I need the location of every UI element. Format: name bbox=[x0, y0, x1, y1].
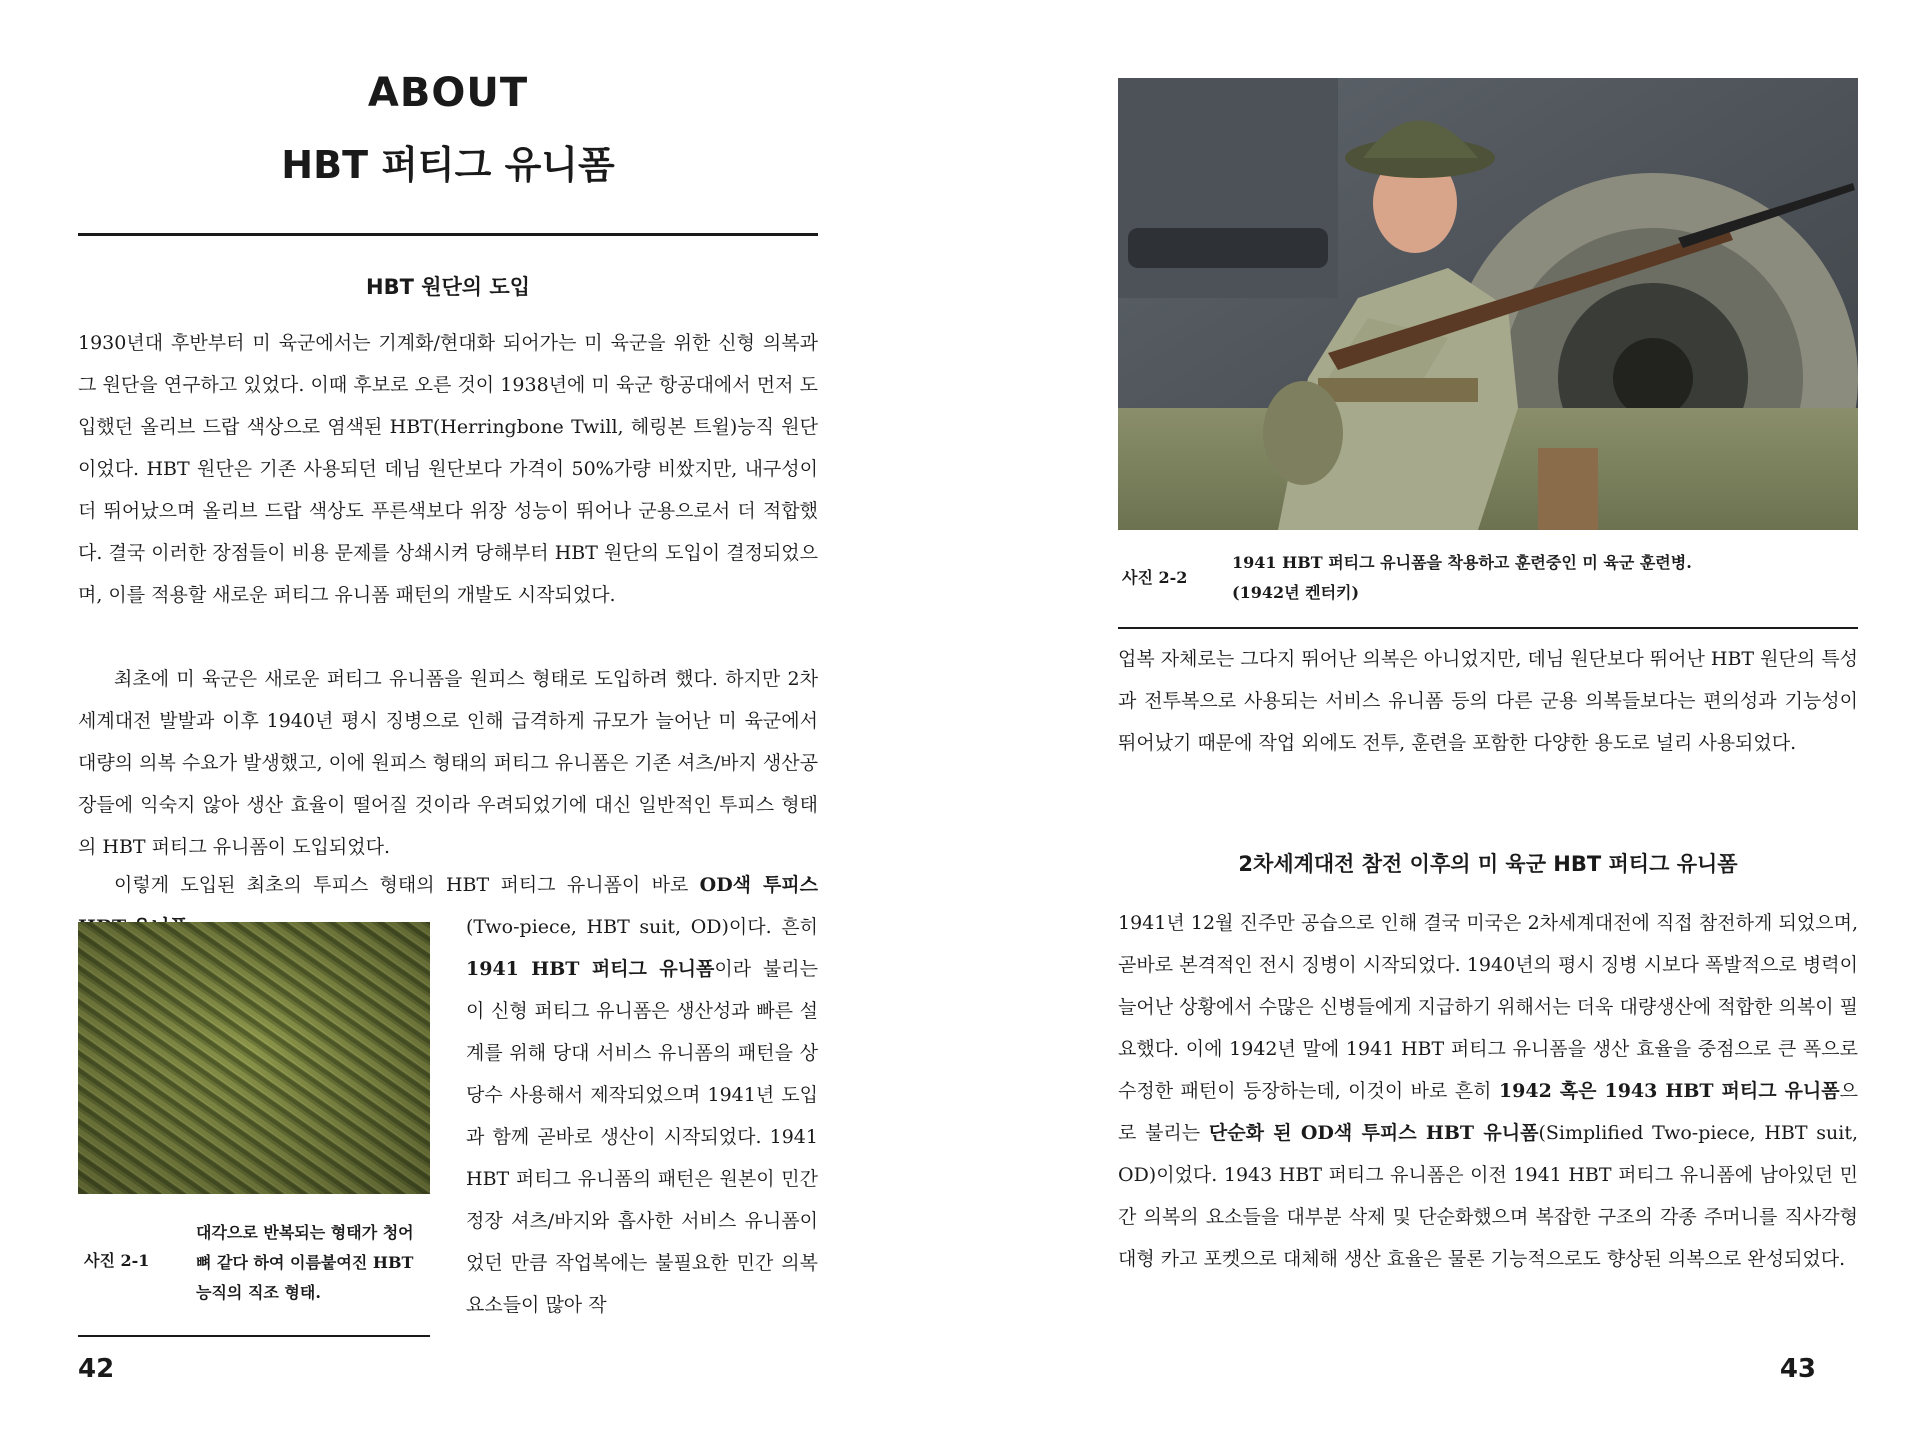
caption-text-2-1: 대각으로 반복되는 형태가 청어 뼈 같다 하여 이름붙여진 HBT 능직의 직조 형태. bbox=[196, 1223, 414, 1302]
title-divider bbox=[78, 233, 818, 236]
para5-mid: 으로 불리는 bbox=[1118, 1080, 1858, 1144]
caption-divider bbox=[78, 1335, 430, 1337]
para5-bold-term-1: 1942 혹은 1943 HBT 퍼티그 유니폼 bbox=[1498, 1080, 1840, 1102]
body-paragraph-1: 1930년대 후반부터 미 육군에서는 기계화/현대화 되어가는 미 육군을 위한 신형 의복과 그 원단을 연구하고 있었다. 이때 후보로 오른 것이 1938년에 미 육군 항공대에서 먼저 도입했던 올리브 드랍 색상으로 염색된 HBT(Herringbone Twill, 헤링본 트윌)능직 원단이었다. HBT 원단은 기존 사용되던 데님 원단보다 가격이 50%가량 비쌌지만, 내구성이 더 뛰어났으며 올리브 드랍 색상도 푸른색보다 위장 성능이 뛰어나 군용으로서 더 적합했다. 결국 이러한 장점들이 비용 문제를 상쇄시켜 당해부터 HBT 원단의 도입이 결정되었으며, 이를 적용할 새로운 퍼티그 유니폼 패턴의 개발도 시작되었다. bbox=[78, 332, 818, 606]
caption-number-2-1: 사진 2-1 bbox=[84, 1251, 150, 1270]
para3-bold-term-1: OD색 투피스 bbox=[699, 874, 819, 896]
section-heading-hbt-intro: HBT 원단의 도입 bbox=[366, 275, 530, 299]
caption-divider bbox=[1118, 627, 1858, 629]
right-page bbox=[960, 0, 1920, 1455]
para5-bold-term-2: 단순화 된 OD색 투피스 HBT 유니폼 bbox=[1208, 1122, 1539, 1144]
caption-2-2-line-1: 1941 HBT 퍼티그 유니폼을 착용하고 훈련중인 미 육군 훈련병. bbox=[1232, 553, 1692, 572]
para3-mid: (Two-piece, HBT suit, OD)이다. 흔히 bbox=[466, 916, 818, 938]
page-number-right: 43 bbox=[1779, 1354, 1816, 1384]
para3-bold-term-2: 1941 HBT 퍼티그 유니폼 bbox=[466, 958, 715, 980]
section-heading-ww2: 2차세계대전 참전 이후의 미 육군 HBT 퍼티그 유니폼 bbox=[1238, 852, 1738, 876]
para5-rest: (Simplified Two-piece, HBT suit, OD)이었다. 1943 HBT 퍼티그 유니폼은 이전 1941 HBT 퍼티그 유니폼에 남아있던 민간 의복의 요소들을 대부분 삭제 및 단순화했으며 복잡한 구조의 각종 주머니를 직사각형 대형 카고 포켓으로 대체해 생산 효율은 물론 기능적으로도 향상된 의복으로 완성되었다. bbox=[1118, 1122, 1858, 1270]
page-subtitle: HBT 퍼티그 유니폼 bbox=[281, 143, 615, 187]
para5-intro: 1941년 12월 진주만 공습으로 인해 결국 미국은 2차세계대전에 직접 참전하게 되었으며, 곧바로 본격적인 전시 징병이 시작되었다. 1940년의 평시 징병 시보다 폭발적으로 병력이 늘어난 상황에서 수많은 신병들에게 지급하기 위해서는 더욱 대량생산에 적합한 의복이 필요했다. 이에 1942년 말에 1941 HBT 퍼티그 유니폼을 생산 효율을 중점으로 큰 폭으로 수정한 패턴이 등장하는데, 이것이 바로 흔히 bbox=[1118, 912, 1858, 1102]
soldier-training-photo bbox=[1118, 78, 1858, 530]
caption-text-2-2 bbox=[1232, 548, 1852, 608]
para3-intro: 이렇게 도입된 최초의 투피스 형태의 HBT 퍼티그 유니폼이 바로 bbox=[114, 874, 700, 896]
caption-2-2-line-2: (1942년 켄터키) bbox=[1232, 583, 1360, 602]
para3-rest: 이라 불리는 이 신형 퍼티그 유니폼은 생산성과 빠른 설계를 위해 당대 서비스 유니폼의 패턴을 상당수 사용해서 제작되었으며 1941년 도입과 함께 곧바로 생산이 시작되었다. 1941 HBT 퍼티그 유니폼의 패턴은 원본이 민간 정장 셔츠/바지와 흡사한 서비스 유니폼이었던 만큼 작업복에는 불필요한 민간 의복 요소들이 많아 작 bbox=[466, 958, 818, 1316]
body-paragraph-5 bbox=[1118, 902, 1858, 1280]
hbt-fabric-photo bbox=[78, 922, 430, 1194]
caption-number-2-2: 사진 2-2 bbox=[1122, 568, 1188, 587]
body-paragraph-4: 업복 자체로는 그다지 뛰어난 의복은 아니었지만, 데님 원단보다 뛰어난 HBT 원단의 특성과 전투복으로 사용되는 서비스 유니폼 등의 다른 군용 의복들보다는 편의성과 기능성이 뛰어났기 때문에 작업 외에도 전투, 훈련을 포함한 다양한 용도로 널리 사용되었다. bbox=[1118, 648, 1858, 754]
body-paragraph-2: 최초에 미 육군은 새로운 퍼티그 유니폼을 원피스 형태로 도입하려 했다. 하지만 2차세계대전 발발과 이후 1940년 평시 징병으로 인해 급격하게 규모가 늘어난 미 육군에서 대량의 의복 수요가 발생했고, 이에 원피스 형태의 퍼티그 유니폼은 기존 셔츠/바지 생산공장들에 익숙지 않아 생산 효율이 떨어질 것이라 우려되었기에 대신 일반적인 투피스 형태의 HBT 퍼티그 유니폼이 도입되었다. bbox=[78, 668, 818, 858]
page-number-left: 42 bbox=[78, 1354, 115, 1384]
body-paragraph-3-wrap bbox=[466, 906, 818, 1326]
page-title: ABOUT bbox=[367, 70, 529, 116]
